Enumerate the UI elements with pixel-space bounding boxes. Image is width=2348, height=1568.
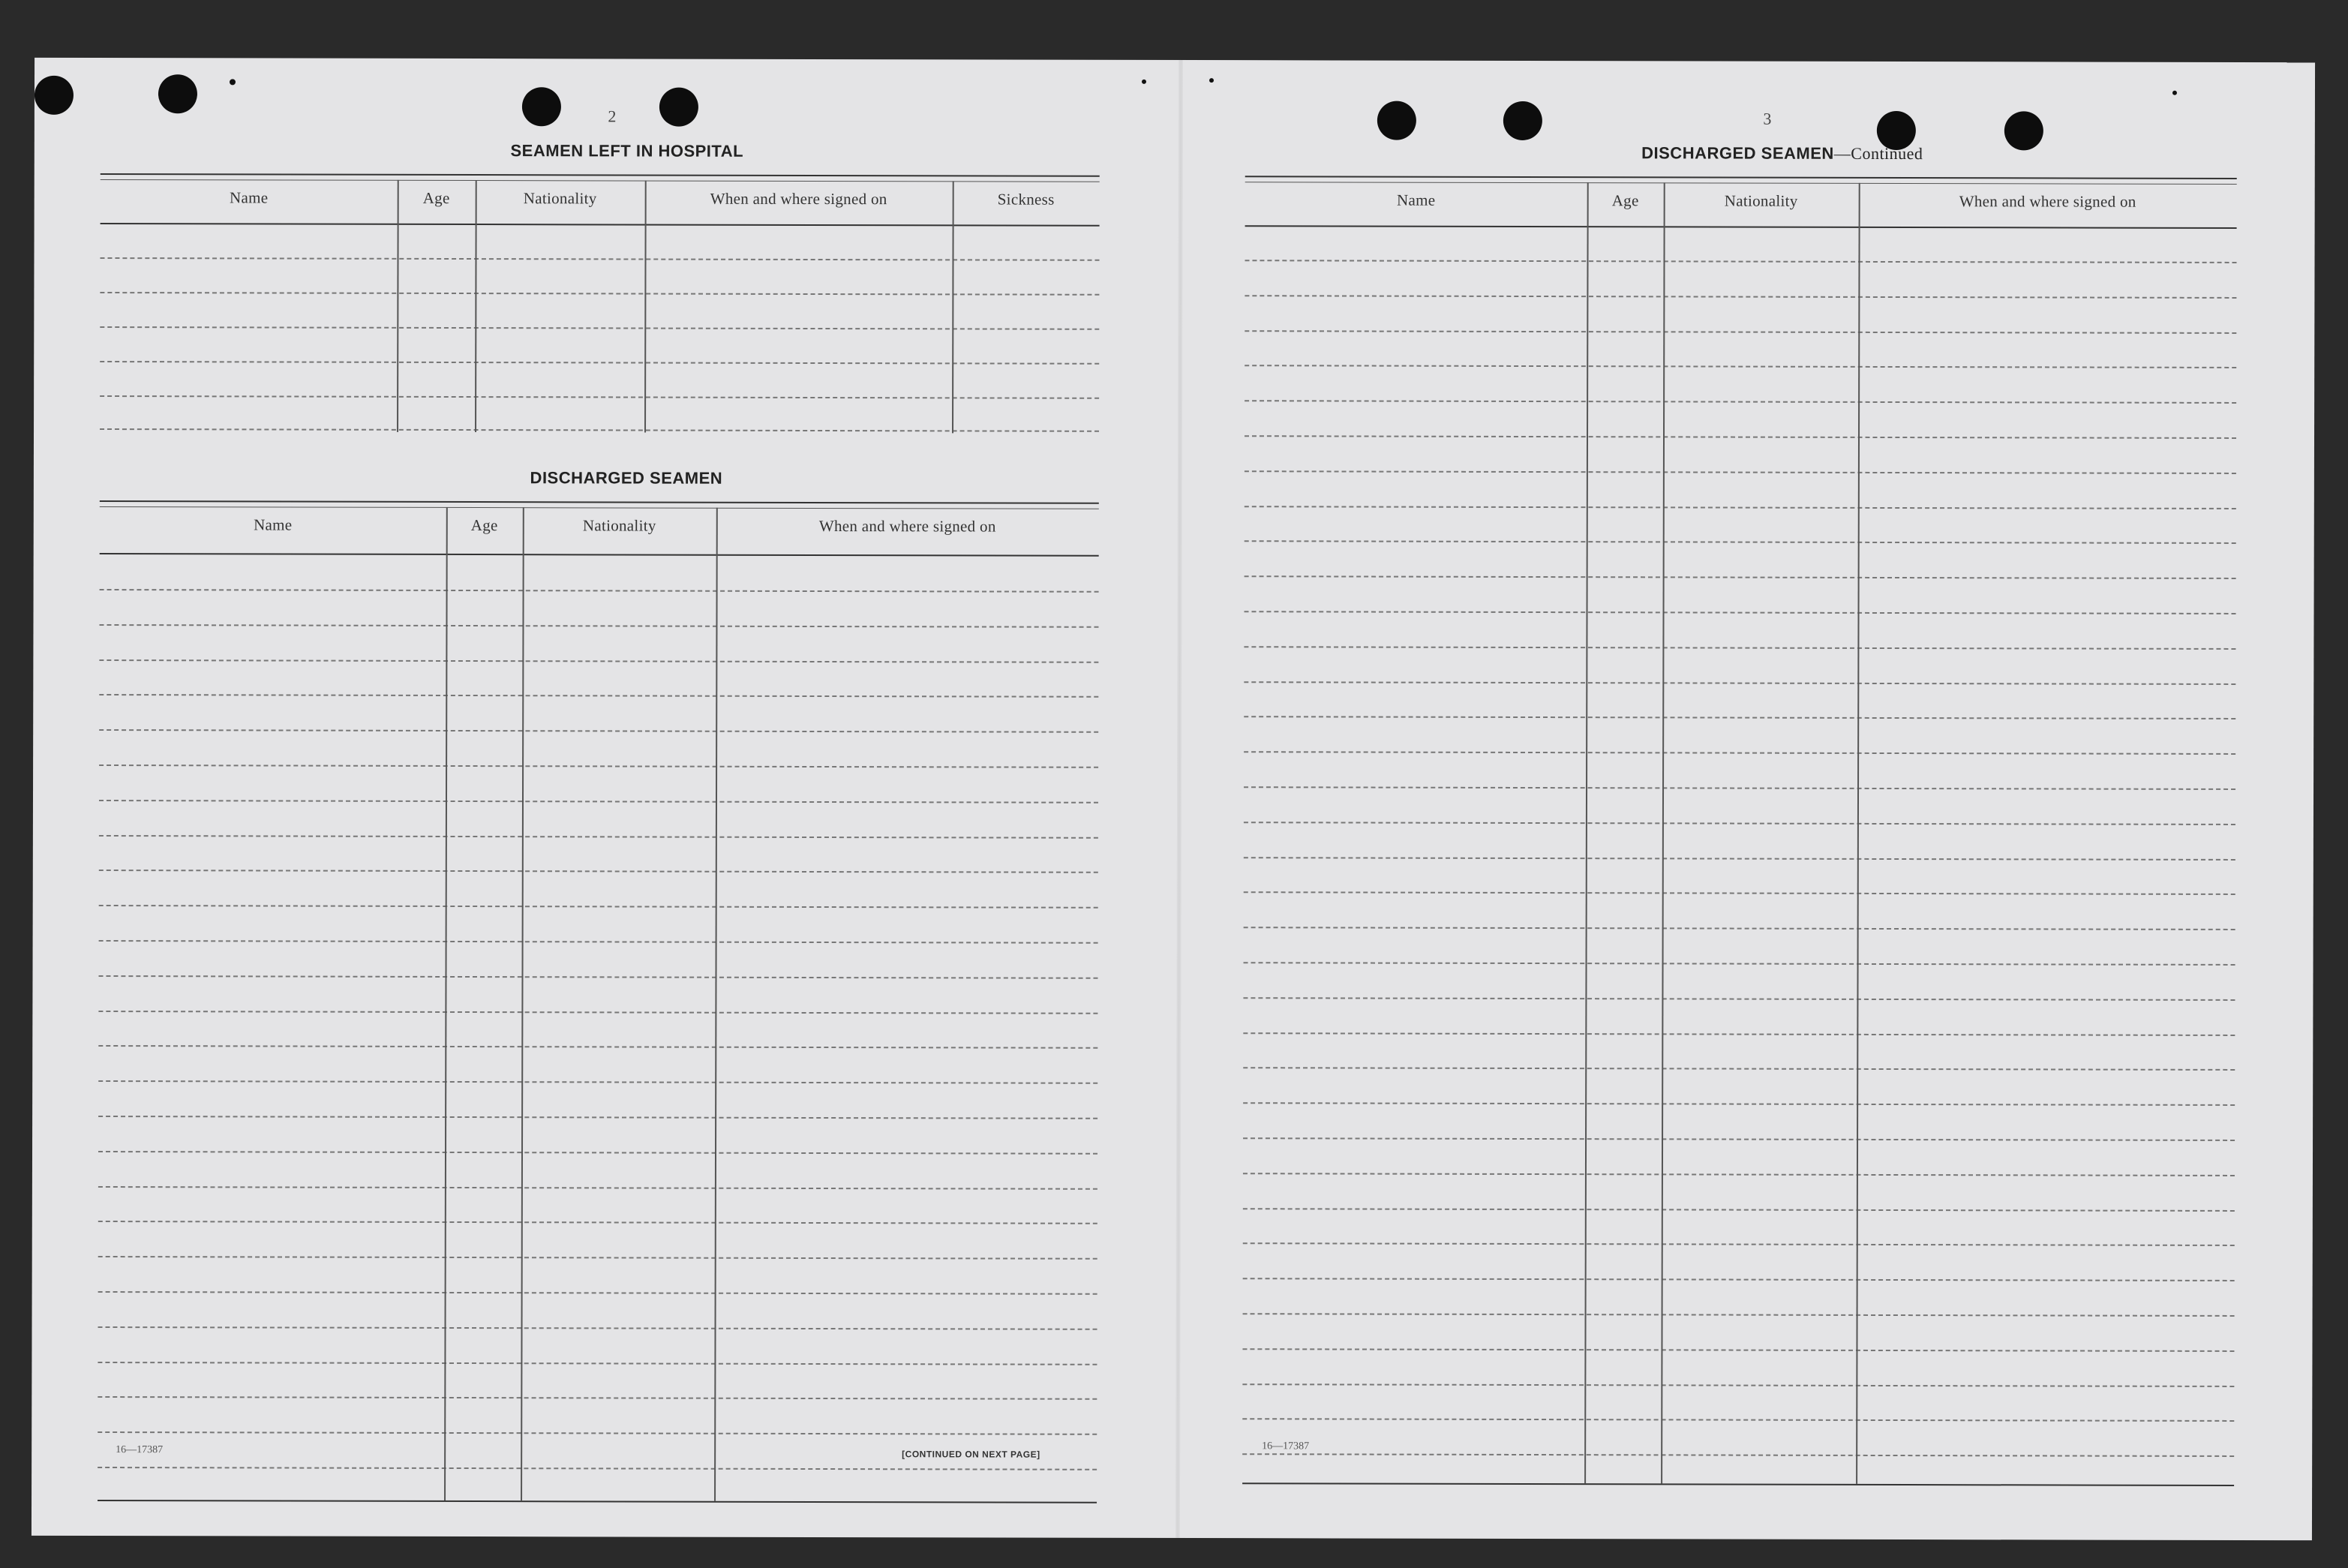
discharged-table [98,500,1099,1508]
column-divider [644,181,647,433]
row-line [1245,330,2236,334]
row-line [1243,997,2235,1001]
row-line [1245,506,2236,509]
column-header: Age [470,516,498,535]
row-line [101,257,1100,261]
row-line [1242,1453,2234,1457]
row-line [98,1186,1097,1190]
row-line [98,1467,1097,1470]
row-line [1244,892,2235,896]
header-rule [100,553,1099,557]
column-header: When and where signed on [710,189,887,209]
row-line [1245,575,2236,579]
form-code: 16—17387 [1262,1440,1310,1452]
row-line [100,589,1099,593]
discharged-continued-table [1242,176,2237,1498]
ink-speck [2172,91,2177,95]
document-sheet [32,58,2315,1540]
row-line [1245,365,2236,369]
row-line [1243,1208,2235,1212]
column-header: When and where signed on [818,517,996,536]
ink-speck [1209,78,1214,83]
column-header: Name [254,515,293,534]
row-line [99,764,1098,768]
column-divider [714,508,718,1501]
column-header: When and where signed on [1959,192,2136,211]
row-line [1244,786,2235,790]
continued-note: [CONTINUED ON NEXT PAGE] [902,1449,1040,1460]
row-line [99,975,1098,979]
row-line [1244,822,2235,825]
row-line [100,395,1099,399]
header-rule [101,223,1100,227]
row-line [1243,1032,2235,1036]
column-divider [1856,183,1860,1484]
row-line [98,1151,1097,1155]
punch-hole [1377,101,1416,140]
row-line [1242,1348,2234,1352]
row-line [1244,646,2235,650]
row-line [99,729,1098,733]
row-line [98,1116,1097,1119]
page-number: 3 [1763,109,1772,128]
column-header: Name [229,188,269,207]
row-line [1244,857,2235,861]
title-suffix: —Continued [1833,143,1923,164]
row-line [1243,1137,2235,1141]
row-line [98,1011,1097,1014]
punch-hole [1503,101,1542,140]
table-top-rule [1245,176,2237,185]
row-line [99,659,1098,663]
column-divider [952,181,954,433]
row-line [1245,470,2236,474]
row-line [98,1326,1097,1330]
title-main: DISCHARGED SEAMEN [1641,143,1834,163]
punch-hole [35,76,74,115]
row-line [1245,295,2236,299]
column-divider [397,180,399,432]
row-line [98,1256,1097,1260]
column-header: Nationality [523,189,597,208]
row-line [1245,541,2236,545]
column-divider [521,507,524,1500]
row-line [1244,681,2235,685]
row-line [98,1045,1097,1049]
row-line [1243,1243,2235,1247]
row-line [98,1221,1097,1224]
row-line [1244,927,2235,930]
row-line [1244,716,2235,720]
table-top-rule [101,173,1100,182]
column-header: Name [1396,191,1436,209]
center-fold [1176,60,1183,1538]
page-number: 2 [608,107,617,126]
punch-hole [158,74,197,113]
row-line [100,428,1099,432]
row-line [1244,751,2235,755]
row-line [1244,962,2235,966]
table-bottom-rule [1242,1482,2234,1486]
row-line [1242,1383,2234,1387]
row-line [100,326,1099,330]
ink-speck [230,79,236,85]
discharged-section-title: DISCHARGED SEAMEN [530,468,723,488]
row-line [99,905,1098,909]
row-line [98,1291,1097,1295]
column-divider [444,507,448,1500]
column-divider [1584,182,1589,1483]
punch-hole [659,88,698,127]
row-line [98,1080,1097,1084]
column-header: Age [1611,191,1639,210]
row-line [1243,1102,2235,1106]
row-line [1245,435,2236,439]
table-bottom-rule [98,1500,1097,1503]
column-header: Sickness [997,190,1055,209]
header-rule [1245,225,2237,229]
row-line [1242,1419,2234,1422]
hospital-section-title: SEAMEN LEFT IN HOSPITAL [510,141,744,161]
column-header: Age [422,188,450,207]
row-line [1243,1278,2235,1281]
row-line [1243,1313,2235,1317]
row-line [99,940,1098,944]
row-line [1245,611,2236,614]
punch-hole [522,87,561,126]
row-line [100,361,1099,365]
hospital-table [100,173,1100,506]
row-line [1245,400,2236,404]
row-line [1243,1173,2235,1176]
discharged-continued-title [1280,143,2285,164]
column-header: Nationality [582,516,656,535]
row-line [99,800,1098,804]
row-line [99,835,1098,839]
row-line [98,1396,1097,1400]
row-line [98,1431,1097,1435]
row-line [1245,260,2237,263]
column-header: Nationality [1724,191,1798,210]
row-line [1243,1068,2235,1071]
table-top-rule [100,500,1099,509]
row-line [100,292,1099,296]
row-line [99,870,1098,873]
ink-speck [1142,80,1146,84]
row-line [99,694,1098,698]
row-line [99,624,1098,628]
column-divider [1661,182,1665,1483]
column-divider [475,180,477,432]
row-line [98,1362,1097,1365]
form-code: 16—17387 [116,1444,164,1456]
